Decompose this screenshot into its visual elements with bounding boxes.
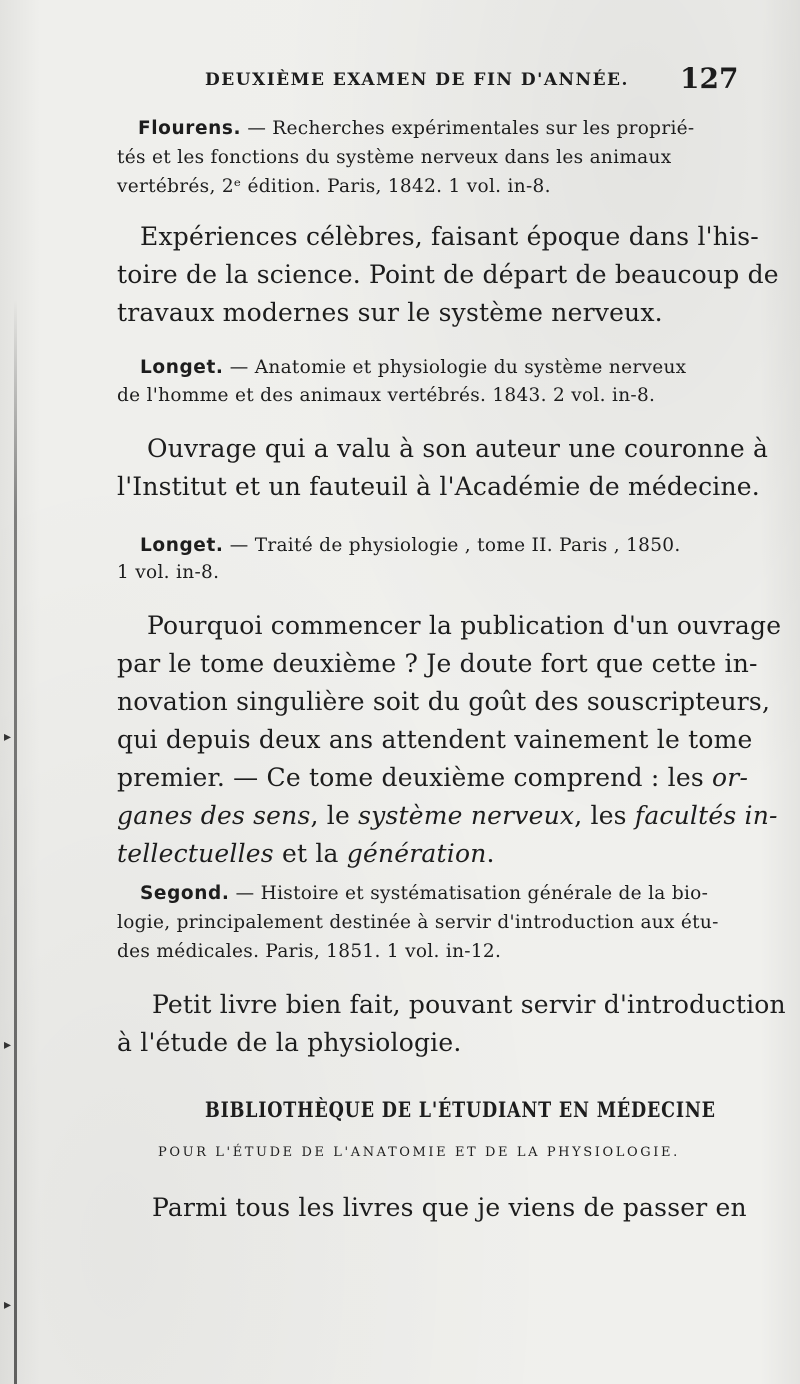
- comment-italic: facultés in-: [634, 801, 778, 830]
- comment-longet-2-line-3: novation singulière soit du goût des souscripteurs,: [117, 687, 771, 716]
- page-number: 127: [680, 62, 739, 95]
- comment-flourens-line-3: travaux modernes sur le système nerveux.: [117, 298, 663, 327]
- comment-longet-2-line-7: [117, 835, 495, 873]
- entry-flourens-line-2: tés et les fonctions du système nerveux dans les animaux: [117, 147, 672, 168]
- comment-segond-line-2: à l'étude de la physiologie.: [117, 1028, 462, 1057]
- comment-italic: système nerveux: [358, 801, 575, 830]
- entry-text: — Histoire et systématisation générale de la bio-: [229, 883, 709, 904]
- author-name: Longet.: [140, 357, 224, 378]
- section-subtitle: POUR L'ÉTUDE DE L'ANATOMIE ET DE LA PHYSIOLOGIE.: [158, 1145, 680, 1160]
- author-name: Flourens.: [138, 118, 242, 139]
- comment-longet-2-line-4: qui depuis deux ans attendent vainement le tome: [117, 725, 753, 754]
- entry-flourens-line-3: vertébrés, 2ᵉ édition. Paris, 1842. 1 vol. in-8.: [117, 176, 551, 197]
- entry-flourens-line-1: [138, 115, 695, 143]
- comment-text: premier. — Ce tome deuxième comprend : les: [117, 763, 713, 792]
- author-name: Segond.: [140, 883, 230, 904]
- comment-italic: tellectuelles: [117, 839, 274, 868]
- entry-longet-1-line-1: [140, 354, 686, 382]
- comment-longet-2-line-1: Pourquoi commencer la publication d'un ouvrage: [147, 611, 782, 640]
- entry-text: — Anatomie et physiologie du système nerveux: [223, 357, 687, 378]
- comment-segond-line-1: Petit livre bien fait, pouvant servir d'introduction: [152, 990, 786, 1019]
- entry-segond-line-1: [140, 880, 708, 908]
- entry-segond-line-3: des médicales. Paris, 1851. 1 vol. in-12.: [117, 941, 502, 962]
- comment-text: , le: [310, 801, 359, 830]
- comment-text: .: [486, 839, 495, 868]
- comment-longet-2-line-2: par le tome deuxième ? Je doute fort que cette in-: [117, 649, 758, 678]
- comment-longet-2-line-5: [117, 759, 748, 797]
- comment-flourens-line-2: toire de la science. Point de départ de beaucoup de: [117, 260, 779, 289]
- author-name: Longet.: [140, 535, 224, 556]
- entry-longet-1-line-2: de l'homme et des animaux vertébrés. 1843. 2 vol. in-8.: [117, 385, 656, 406]
- entry-text: — Recherches expérimentales sur les proprié-: [241, 118, 695, 139]
- section-title: BIBLIOTHÈQUE DE L'ÉTUDIANT EN MÉDECINE: [205, 1098, 716, 1123]
- comment-longet-1-line-2: l'Institut et un fauteuil à l'Académie de médecine.: [117, 472, 760, 501]
- entry-longet-2-line-2: 1 vol. in-8.: [117, 562, 220, 583]
- section-first-line: Parmi tous les livres que je viens de passer en: [152, 1193, 747, 1222]
- entry-longet-2-line-1: [140, 532, 681, 560]
- margin-mark: ▸: [4, 1037, 12, 1053]
- comment-flourens-line-1: Expériences célèbres, faisant époque dans l'his-: [140, 222, 759, 251]
- comment-longet-1-line-1: Ouvrage qui a valu à son auteur une couronne à: [147, 434, 769, 463]
- margin-mark: ▸: [4, 729, 12, 745]
- running-header-title: DEUXIÈME EXAMEN DE FIN D'ANNÉE.: [205, 70, 629, 90]
- comment-text: , les: [574, 801, 635, 830]
- running-header: [205, 62, 739, 95]
- comment-text: et la: [273, 839, 347, 868]
- comment-italic: génération: [346, 839, 487, 868]
- margin-mark: ▸: [4, 1297, 12, 1313]
- comment-italic: ganes des sens: [117, 801, 311, 830]
- page-spine-shadow: [14, 300, 17, 1384]
- comment-longet-2-line-6: [117, 797, 778, 835]
- entry-segond-line-2: logie, principalement destinée à servir d'introduction aux étu-: [117, 912, 719, 933]
- entry-text: — Traité de physiologie , tome II. Paris , 1850.: [223, 535, 681, 556]
- comment-italic: or-: [712, 763, 749, 792]
